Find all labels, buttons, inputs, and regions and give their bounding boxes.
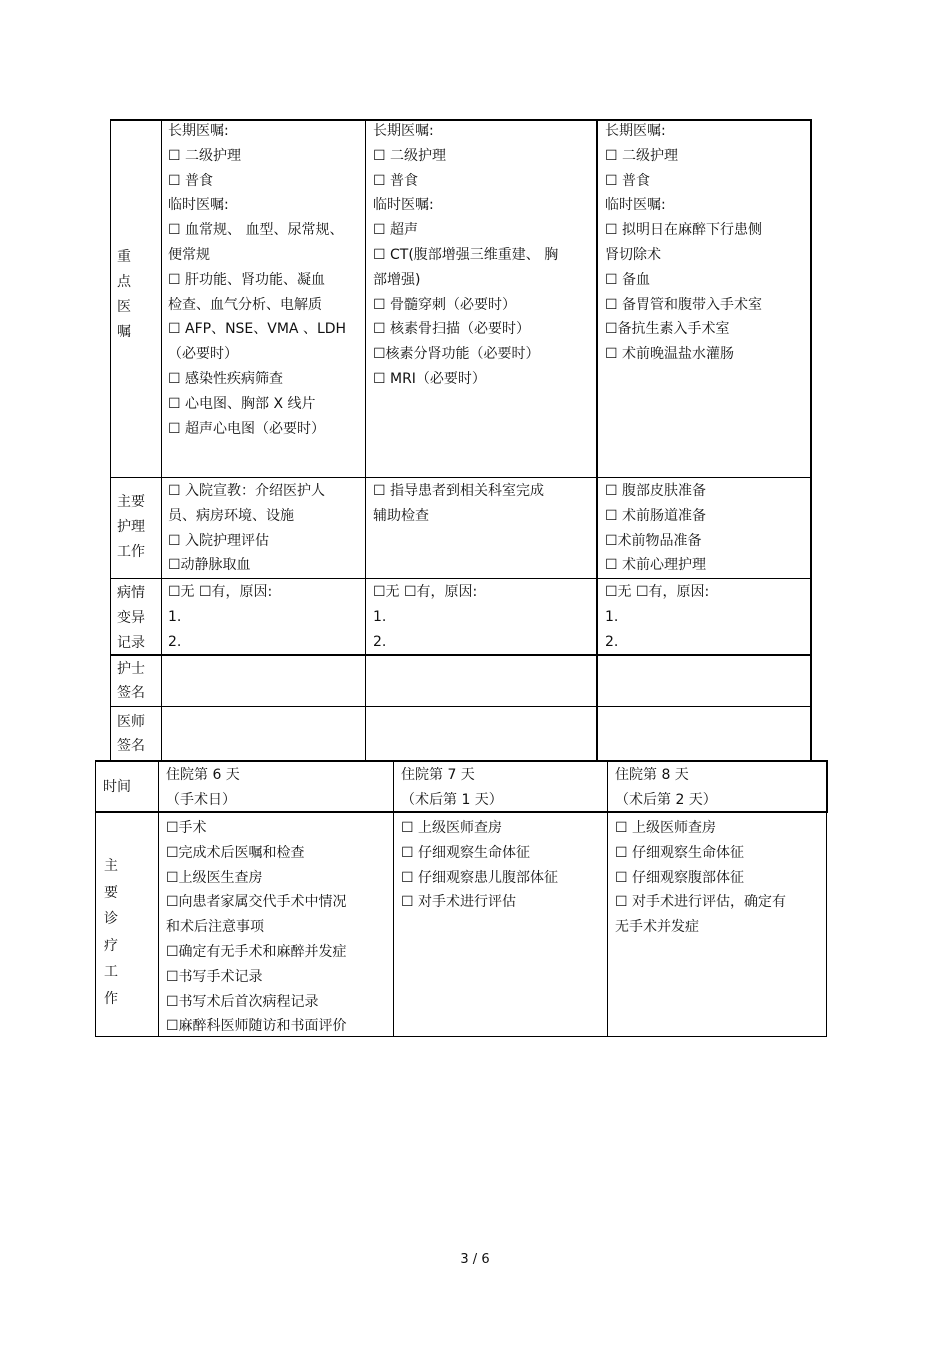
cell-text-line: ☐确定有无手术和麻醉并发症	[166, 943, 347, 960]
row-label-nursing-work: 主要护理工作	[117, 494, 145, 560]
row-label-doctor-signature: 医师签名	[117, 714, 145, 754]
cell-text-line: 临时医嘱:	[168, 197, 229, 214]
cell-text-line: ☐ 备胃管和腹带入手术室	[605, 296, 763, 313]
treatment-day7-cell	[394, 816, 607, 915]
nurse-signature-day5[interactable]	[598, 656, 810, 706]
cell-text-line: ☐书写手术记录	[166, 968, 263, 985]
cell-text-line: ☐向患者家属交代手术中情况	[166, 894, 347, 911]
cell-text-line: ☐ 普食	[168, 172, 214, 189]
row-label-nurse-signature: 护士签名	[117, 661, 145, 701]
cell-text-line: （术后第 1 天）	[401, 791, 503, 808]
cell-text-line: ☐核素分肾功能（必要时）	[373, 346, 540, 363]
header-label-time: 时间	[103, 779, 131, 795]
cell-text-line: ☐动静脉取血	[168, 557, 251, 574]
cell-text-line: ☐ 二级护理	[373, 147, 447, 164]
cell-text-line: 临时医嘱:	[373, 197, 434, 214]
cell-text-line: ☐ 对手术进行评估，确定有	[615, 894, 787, 911]
cell-text-line: ☐ 肝功能、肾功能、凝血	[168, 271, 326, 288]
cell-text-line: ☐ 核素骨扫描（必要时）	[373, 321, 531, 338]
cell-text-line: （手术日）	[166, 791, 236, 808]
cell-text-line: （必要时）	[168, 346, 238, 363]
cell-text-line: 1.	[373, 608, 387, 625]
cell-text-line: ☐ CT(腹部增强三维重建、 胸	[373, 246, 559, 263]
cell-text-line: ☐ 超声	[373, 222, 419, 239]
nursing-day4-cell	[366, 479, 596, 529]
cell-text-line: 2.	[605, 633, 619, 650]
orders-day4-cell	[366, 119, 596, 392]
cell-text-line: ☐ 二级护理	[168, 147, 242, 164]
orders-day5-cell	[598, 119, 810, 367]
table2-right-border	[826, 760, 828, 812]
cell-text-line: ☐ 上级医师查房	[401, 820, 503, 836]
doctor-signature-day5[interactable]	[598, 707, 810, 760]
cell-text-line: ☐ 血常规、 血型、尿常规、	[168, 222, 344, 239]
header-day6-cell	[159, 763, 393, 813]
table2-right-border	[826, 811, 827, 1037]
cell-text-line: ☐无 ☐有，原因:	[373, 584, 478, 600]
variance-day3-cell	[161, 580, 365, 654]
cell-text-line: 住院第 7 天	[401, 767, 475, 783]
cell-text-line: 无手术并发症	[615, 919, 699, 936]
cell-text-line: ☐ 术前晚温盐水灌肠	[605, 346, 735, 363]
cell-text-line: ☐术前物品准备	[605, 532, 702, 549]
cell-text-line: 2.	[373, 633, 387, 650]
cell-text-line: ☐无 ☐有，原因:	[168, 584, 273, 600]
row-label-main-treatment: 主要诊疗工作	[104, 858, 118, 1007]
header-day7-cell	[394, 763, 607, 813]
cell-text-line: ☐ 指导患者到相关科室完成	[373, 483, 545, 499]
cell-text-line: ☐ 仔细观察患儿腹部体征	[401, 869, 559, 886]
variance-day5-cell	[598, 580, 810, 654]
cell-text-line: ☐ 骨髓穿刺（必要时）	[373, 296, 517, 313]
cell-text-line: ☐ 普食	[605, 172, 651, 189]
cell-text-line: ☐ 仔细观察生命体征	[401, 844, 531, 861]
cell-text-line: ☐备抗生素入手术室	[605, 321, 730, 338]
cell-text-line: ☐无 ☐有，原因:	[605, 584, 710, 600]
cell-text-line: ☐ 入院护理评估	[168, 532, 270, 549]
variance-day4-cell	[366, 580, 596, 654]
cell-text-line: 长期医嘱:	[168, 123, 229, 139]
cell-text-line: 长期医嘱:	[605, 123, 666, 139]
cell-text-line: 辅助检查	[373, 507, 429, 524]
header-day8-cell	[608, 763, 826, 813]
cell-text-line: ☐完成术后医嘱和检查	[166, 844, 305, 861]
cell-text-line: 2.	[168, 633, 182, 650]
cell-text-line: ☐ 腹部皮肤准备	[605, 483, 707, 499]
cell-text-line: 部增强)	[373, 271, 421, 288]
cell-text-line: ☐ MRI（必要时）	[373, 370, 486, 387]
cell-text-line: 和术后注意事项	[166, 919, 264, 936]
cell-text-line: 便常规	[168, 246, 210, 263]
cell-text-line: ☐ 普食	[373, 172, 419, 189]
cell-text-line: 1.	[168, 608, 182, 625]
nurse-signature-day4[interactable]	[366, 656, 596, 706]
cell-text-line: 长期医嘱:	[373, 123, 434, 139]
cell-text-line: ☐ 仔细观察腹部体征	[615, 869, 745, 886]
cell-text-line: 住院第 8 天	[615, 767, 689, 783]
table1-right-border	[810, 119, 812, 760]
cell-text-line: ☐ 对手术进行评估	[401, 894, 517, 911]
row-label-variance-record: 病情变异记录	[117, 585, 145, 651]
cell-text-line: ☐麻醉科医师随访和书面评价	[166, 1018, 347, 1035]
cell-text-line: ☐手术	[166, 820, 207, 836]
cell-text-line: ☐ 上级医师查房	[615, 820, 717, 836]
cell-text-line: 肾切除术	[605, 246, 661, 263]
table2-top-border	[95, 760, 828, 762]
table2-left-border	[95, 760, 96, 1037]
cell-text-line: ☐上级医生查房	[166, 869, 263, 886]
cell-text-line: ☐ 拟明日在麻醉下行患侧	[605, 222, 763, 239]
cell-text-line: （术后第 2 天）	[615, 791, 717, 808]
treatment-day6-cell	[159, 816, 393, 1039]
cell-text-line: ☐ 术前心理护理	[605, 557, 707, 574]
treatment-day8-cell	[608, 816, 826, 940]
cell-text-line: ☐ 仔细观察生命体征	[615, 844, 745, 861]
cell-text-line: ☐ 备血	[605, 271, 651, 288]
nursing-day3-cell	[161, 479, 365, 578]
cell-text-line: ☐ 二级护理	[605, 147, 679, 164]
orders-day3-cell	[161, 119, 365, 441]
table1-row-sep	[110, 477, 812, 478]
cell-text-line: ☐ 术前肠道准备	[605, 507, 707, 524]
cell-text-line: 1.	[605, 608, 619, 625]
cell-text-line: 住院第 6 天	[166, 767, 240, 783]
doctor-signature-day4[interactable]	[366, 707, 596, 760]
page-number: 3 / 6	[460, 1252, 490, 1267]
table1-left-border	[110, 119, 111, 760]
cell-text-line: 临时医嘱:	[605, 197, 666, 214]
cell-text-line: ☐书写术后首次病程记录	[166, 993, 319, 1010]
nursing-day5-cell	[598, 479, 810, 578]
cell-text-line: 员、病房环境、设施	[168, 507, 294, 524]
cell-text-line: ☐ 超声心电图（必要时）	[168, 420, 326, 437]
doctor-signature-day3[interactable]	[161, 707, 365, 760]
cell-text-line: 检查、血气分析、电解质	[168, 296, 322, 313]
row-label-key-orders: 重点医嘱	[117, 249, 131, 340]
cell-text-line: ☐ AFP、NSE、VMA 、LDH	[168, 321, 347, 338]
nurse-signature-day3[interactable]	[161, 656, 365, 706]
cell-text-line: ☐ 心电图、胸部 X 线片	[168, 395, 316, 412]
cell-text-line: ☐ 入院宣教：介绍医护人	[168, 483, 326, 499]
cell-text-line: ☐ 感染性疾病筛查	[168, 370, 284, 387]
